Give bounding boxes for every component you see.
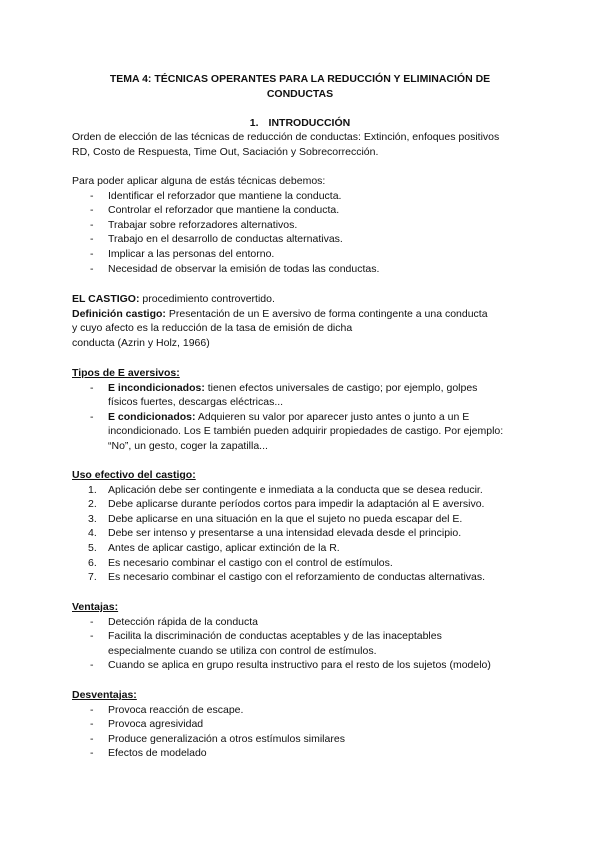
tipos-section (72, 366, 532, 454)
list-item: 6. Es necesario combinar el castigo con el control de estímulos. (88, 556, 393, 569)
apply-list (72, 189, 532, 277)
list-item: - Produce generalización a otros estímulos similares (90, 732, 345, 745)
list-item: - Provoca agresividad (90, 718, 204, 731)
ventajas-section (72, 600, 532, 673)
list-item: - Efectos de modelado (90, 747, 207, 760)
desventajas-section (72, 688, 532, 761)
list-item: 3. Debe aplicarse en una situación en la que el sujeto no pueda escapar del E. (88, 512, 463, 525)
title-line-2: CONDUCTAS (266, 88, 334, 100)
tipos-heading: Tipos de E aversivos: (72, 367, 180, 379)
list-item: - Provoca reacción de escape. (90, 703, 244, 716)
list-item: 5. Antes de aplicar castigo, aplicar extinción de la R. (88, 541, 340, 554)
definition-line-2: y cuyo afecto es la reducción de la tasa de emisión de dicha (72, 322, 353, 335)
list-item: - Controlar el reforzador que mantiene la conducta. (90, 204, 340, 217)
desventajas-heading: Desventajas: (72, 689, 137, 701)
intro-paragraph (72, 130, 532, 159)
uso-section (72, 468, 532, 585)
list-item: 1. Aplicación debe ser contingente e inmediata a la conducta que se desea reducir. (88, 483, 483, 496)
ventajas-list (72, 615, 532, 673)
title-line-1: TEMA 4: TÉCNICAS OPERANTES PARA LA REDUCCIÓN Y ELIMINACIÓN DE (109, 73, 491, 85)
list-item: - Identificar el reforzador que mantiene la conducta. (90, 189, 342, 202)
list-item: - Detección rápida de la conducta (90, 615, 259, 628)
list-item: 2. Debe aplicarse durante períodos cortos para impedir la adaptación al E aversivo. (88, 498, 485, 511)
uso-heading: Uso efectivo del castigo: (72, 469, 196, 481)
apply-section (72, 174, 532, 276)
list-item: - Trabajar sobre reforzadores alternativos. (90, 218, 298, 231)
uso-list (72, 483, 532, 585)
list-item: - Implicar a las personas del entorno. (90, 247, 275, 260)
castigo-section (72, 292, 532, 350)
ventajas-heading: Ventajas: (72, 601, 119, 613)
list-item: - E incondicionados: tienen efectos universales de castigo; por ejemplo, golpes físicos fuertes, descargas eléctricas... (90, 381, 478, 409)
definition-line-3: conducta (Azrin y Holz, 1966) (72, 336, 210, 349)
definition-line-1: Definición castigo: Presentación de un E aversivo de forma contingente a una conducta (72, 307, 488, 320)
list-item: - Facilita la discriminación de conductas aceptables y de las inaceptables especialmente cuando se utiliza con control de estímulos. (90, 630, 442, 657)
list-item: - Cuando se aplica en grupo resulta instructivo para el resto de los sujetos (modelo) (90, 659, 491, 672)
list-item: - Trabajo en el desarrollo de conductas alternativas. (90, 233, 343, 246)
tipos-list (72, 381, 532, 454)
list-item: 7. Es necesario combinar el castigo con el reforzamiento de conductas alternativas. (88, 571, 486, 584)
section-number: 1. (249, 117, 259, 129)
list-item: - E condicionados: Adquieren su valor por aparecer justo antes o junto a un E incondicionado. Los E también pueden adquirir propiedades de castigo. Por ejemplo: “No”, un gesto, coger la zapatilla... (90, 410, 504, 452)
apply-intro: Para poder aplicar alguna de estás técnicas debemos: (72, 175, 326, 187)
desventajas-list (72, 703, 532, 761)
intro-line-2: RD, Costo de Respuesta, Time Out, Saciación y Sobrecorrección. (72, 145, 379, 158)
document-title (72, 72, 528, 102)
section-title: INTRODUCCIÓN (268, 117, 351, 129)
section-heading-introduccion (72, 116, 528, 131)
intro-line-1: Orden de elección de las técnicas de reducción de conductas: Extinción, enfoques positivos (72, 131, 500, 143)
list-item: 4. Debe ser intenso y presentarse a una intensidad elevada desde el principio. (88, 527, 462, 540)
list-item: - Necesidad de observar la emisión de todas las conductas. (90, 262, 380, 275)
castigo-line: EL CASTIGO: procedimiento controvertido. (72, 293, 275, 305)
